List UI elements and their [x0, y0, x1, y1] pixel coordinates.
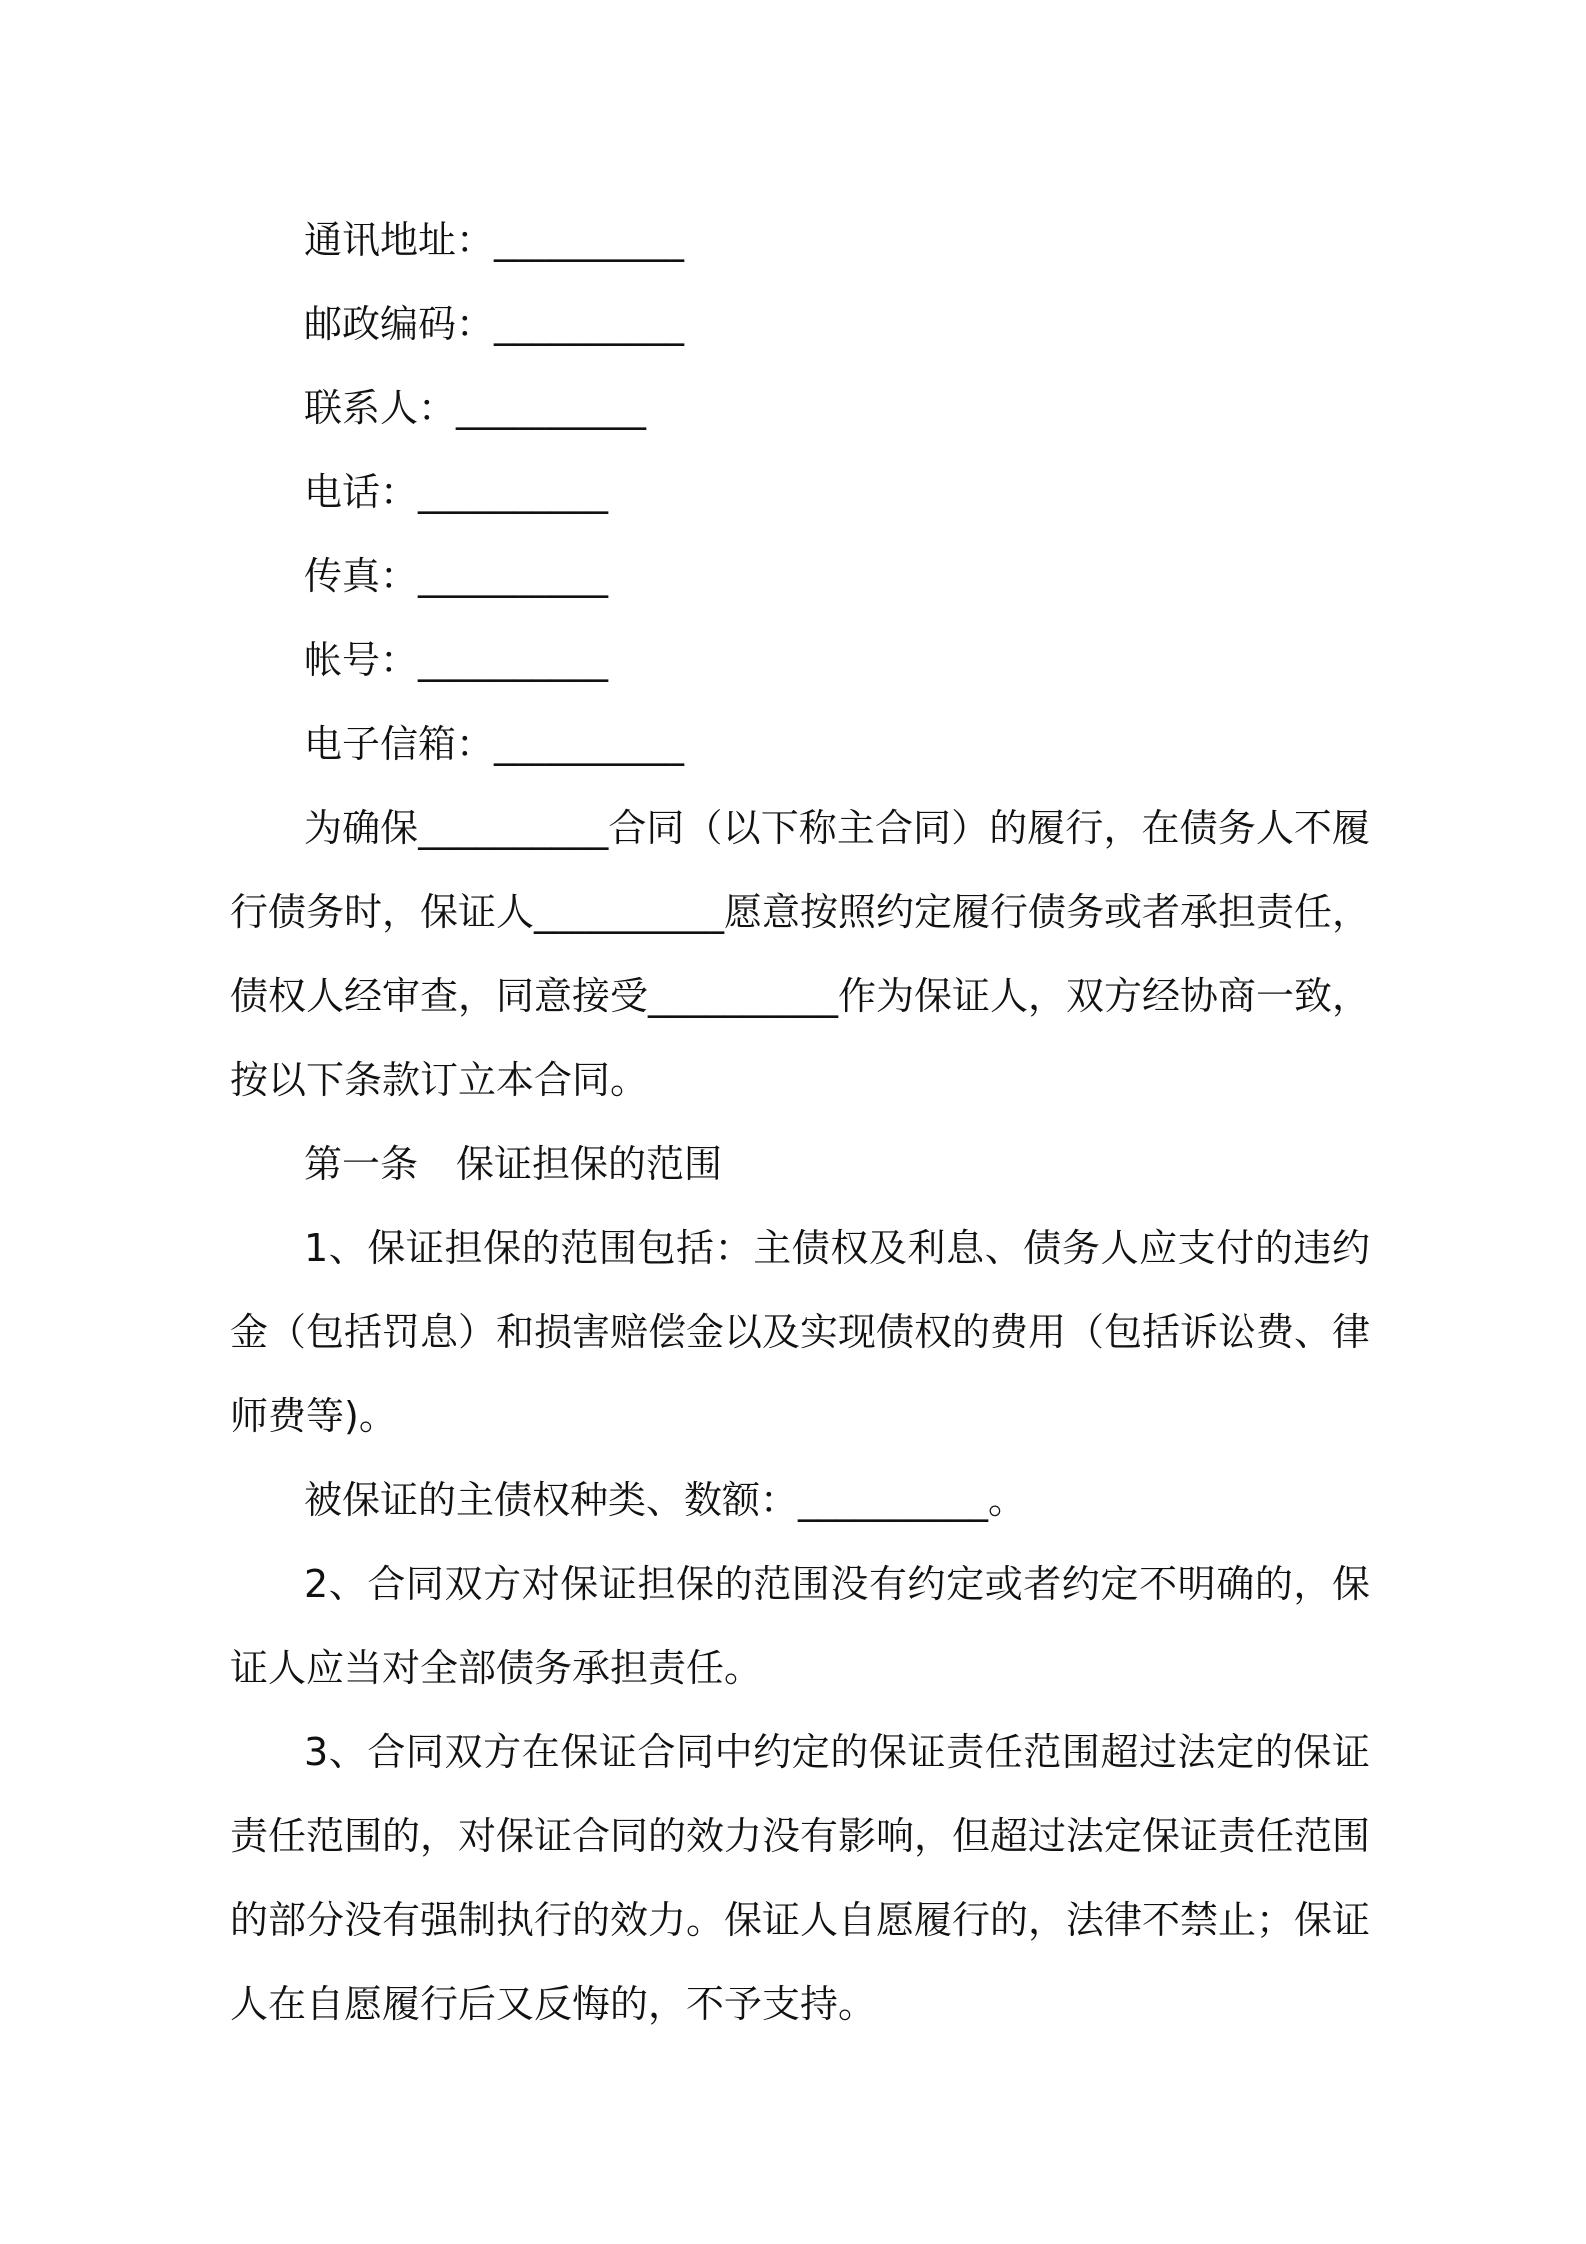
- contact-field-contact-person: 联系人：__________: [304, 386, 647, 430]
- guaranteed-debt-paragraph: 被保证的主债权种类、数额：__________。: [304, 1478, 1027, 1522]
- clause-2-paragraph: 2、合同双方对保证担保的范围没有约定或者约定不明确的，保证人应当对全部债务承担责任。: [230, 1562, 1370, 1690]
- contact-field-phone: 电话：__________: [304, 470, 609, 514]
- clause-1-paragraph: 1、保证担保的范围包括：主债权及利息、债务人应支付的违约金（包括罚息）和损害赔偿金以及实现债权的费用（包括诉讼费、律师费等)。: [230, 1226, 1371, 1438]
- contact-field-postcode: 邮政编码：__________: [304, 302, 685, 346]
- contact-field-email: 电子信箱：__________: [304, 722, 685, 766]
- contact-field-account: 帐号：__________: [304, 638, 609, 682]
- contact-field-fax: 传真：__________: [304, 554, 609, 598]
- article-heading: 第一条 保证担保的范围: [304, 1142, 723, 1186]
- document-body: [230, 198, 1370, 2046]
- contact-field-address: 通讯地址：__________: [304, 218, 685, 262]
- clause-3-paragraph: 3、合同双方在保证合同中约定的保证责任范围超过法定的保证责任范围的，对保证合同的效力没有影响，但超过法定保证责任范围的部分没有强制执行的效力。保证人自愿履行的，法律不禁止；保证人在自愿履行后又反悔的，不予支持。: [230, 1730, 1371, 2026]
- preamble-paragraph: 为确保__________合同（以下称主合同）的履行，在债务人不履行债务时，保证人__________愿意按照约定履行债务或者承担责任，债权人经审查，同意接受__________作为保证人，双方经协商一致，按以下条款订立本合同。: [230, 806, 1371, 1102]
